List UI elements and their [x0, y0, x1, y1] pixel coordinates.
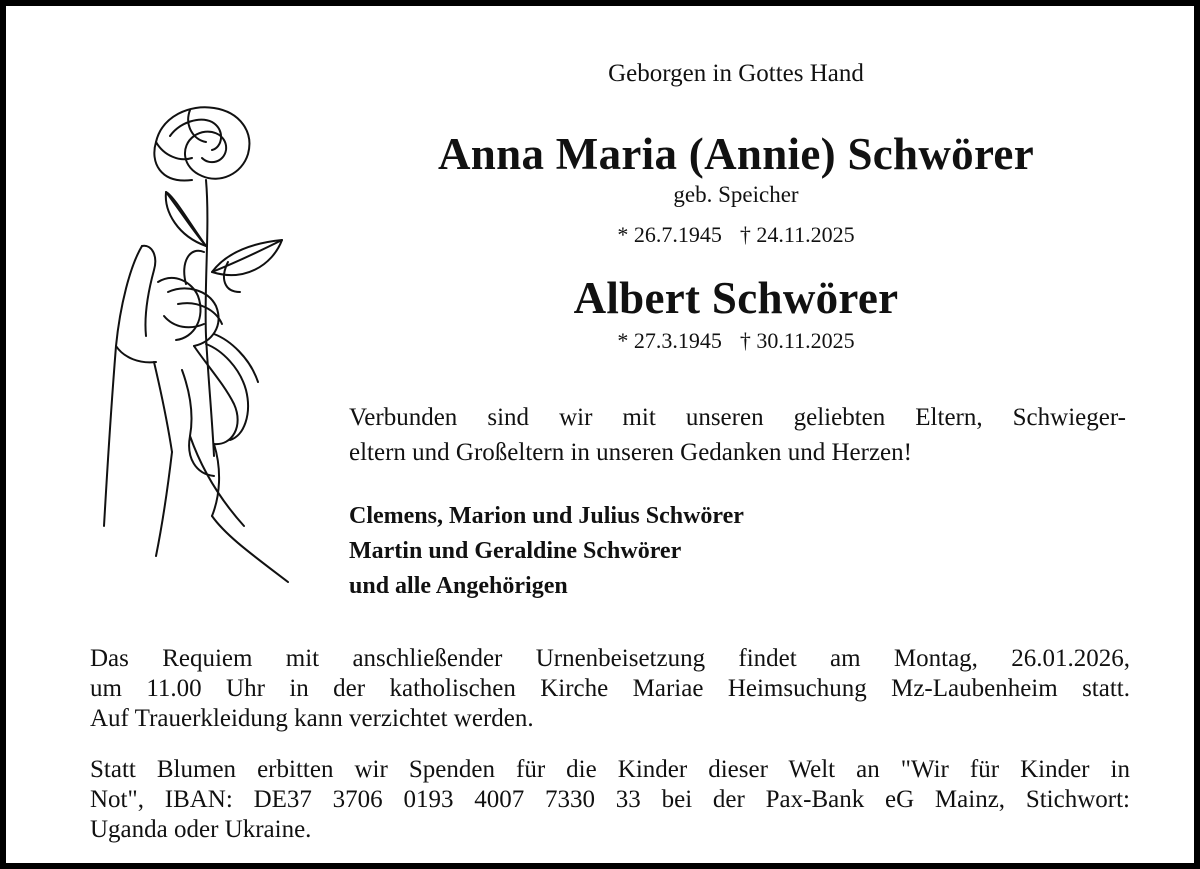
- life-dates-anna: [316, 222, 1156, 248]
- donation-line: Statt Blumen erbitten wir Spenden für die Kinder dieser Welt an "Wir für Kinder in: [90, 756, 1130, 783]
- family-signature: [349, 499, 744, 604]
- donation-line: Not", IBAN: DE37 3706 0193 4007 7330 33 bei der Pax-Bank eG Mainz, Stichwort:: [90, 786, 1130, 813]
- condolence-message: [349, 400, 1126, 470]
- family-line: und alle Angehörigen: [349, 573, 568, 599]
- birth-date: * 27.3.1945: [617, 328, 722, 353]
- family-line: Martin und Geraldine Schwörer: [349, 538, 682, 564]
- death-date: † 24.11.2025: [739, 222, 855, 247]
- motto: Geborgen in Gottes Hand: [608, 60, 864, 87]
- life-dates-albert: [316, 328, 1156, 354]
- family-line: Clemens, Marion und Julius Schwörer: [349, 503, 744, 529]
- deceased-name-anna: Anna Maria (Annie) Schwörer: [438, 129, 1034, 179]
- donation-info: [90, 755, 1130, 845]
- requiem-line: Auf Trauerkleidung kann verzichtet werden.: [90, 705, 534, 732]
- donation-line: Uganda oder Ukraine.: [90, 816, 312, 843]
- requiem-line: um 11.00 Uhr in der katholischen Kirche Mariae Heimsuchung Mz-Laubenheim statt.: [90, 675, 1130, 702]
- death-date: † 30.11.2025: [739, 328, 855, 353]
- maiden-name: geb. Speicher: [673, 182, 799, 207]
- requiem-line: Das Requiem mit anschließender Urnenbeisetzung findet am Montag, 26.01.2026,: [90, 645, 1130, 672]
- deceased-name-albert: Albert Schwörer: [573, 273, 899, 323]
- birth-date: * 26.7.1945: [617, 222, 722, 247]
- message-line: Verbunden sind wir mit unseren geliebten Eltern, Schwieger-: [349, 404, 1126, 431]
- rose-in-hands-line-drawing-icon: [94, 96, 314, 596]
- requiem-info: [90, 644, 1130, 734]
- message-line: eltern und Großeltern in unseren Gedanken und Herzen!: [349, 439, 912, 466]
